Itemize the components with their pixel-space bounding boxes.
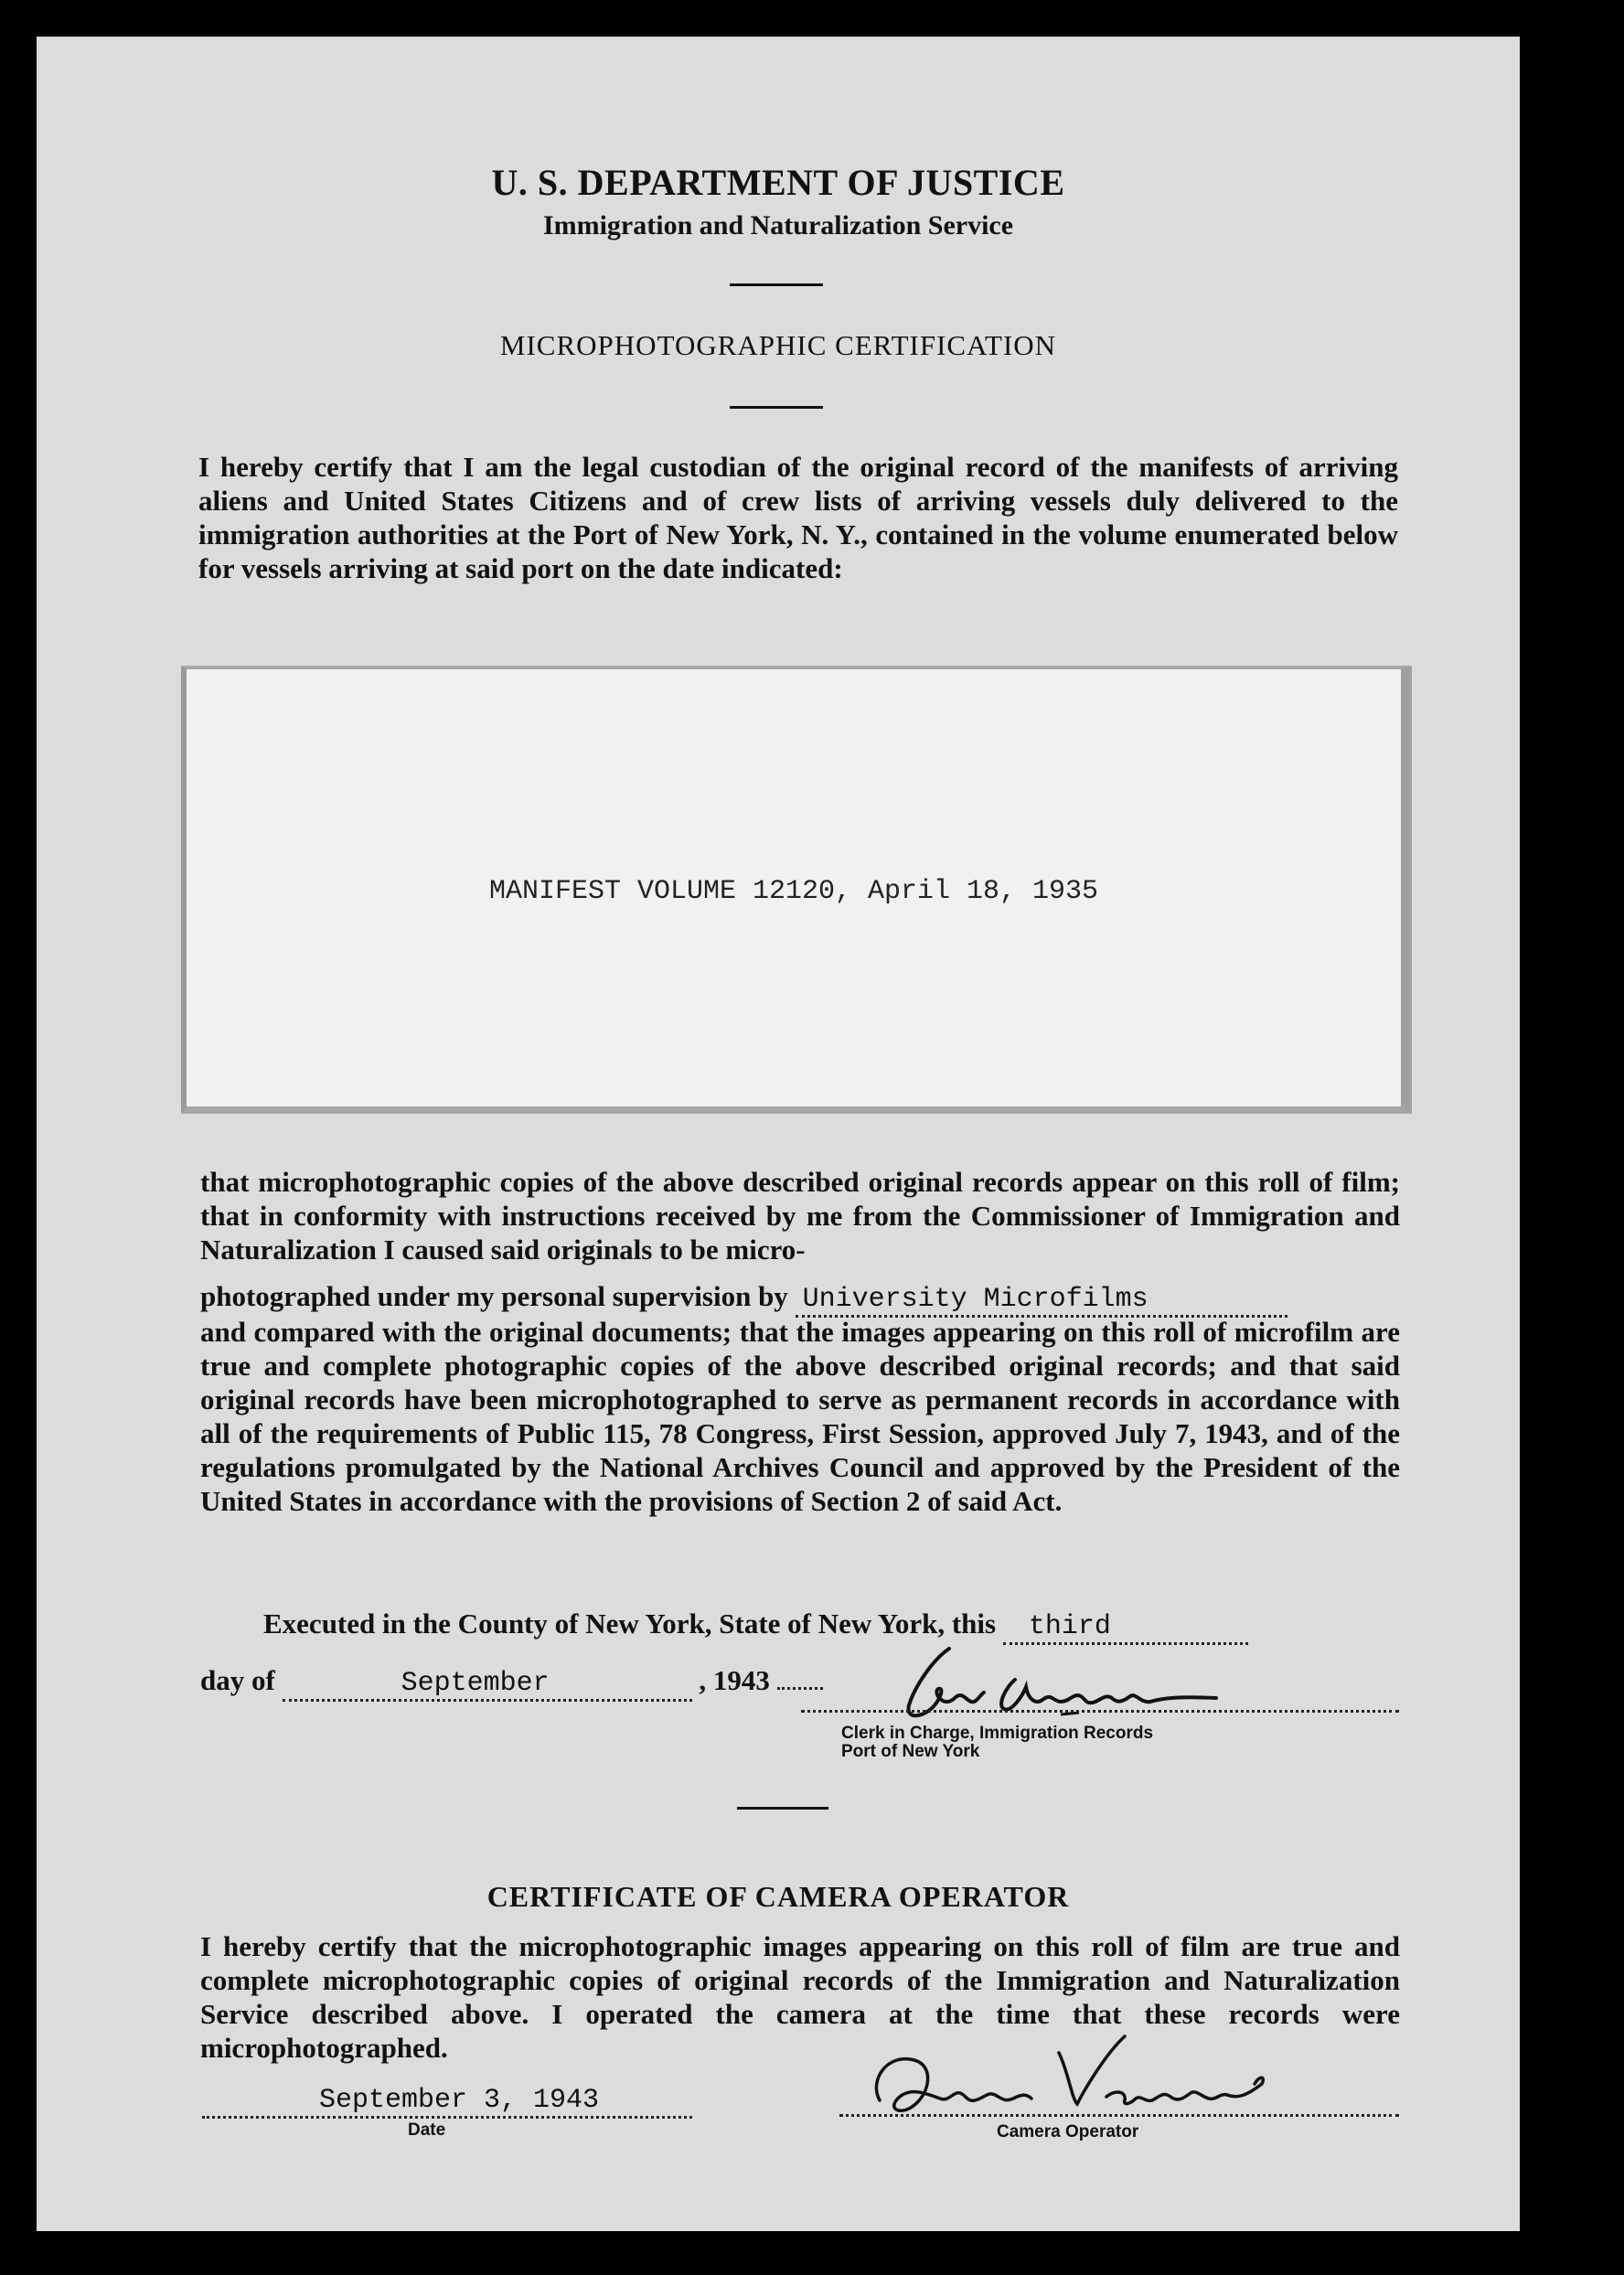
camera-operator-label: Camera Operator [997, 2122, 1139, 2141]
clerk-title [841, 1725, 1153, 1761]
clerk-title-line1: Clerk in Charge, Immigration Records [841, 1724, 1154, 1743]
body-paragraph-start: that microphotographic copies of the above described original records appear on this roll of film; that in conformity with instructions received by me from the Commissioner of Immigration and Naturalization I caused said originals to be micro- [200, 1166, 1400, 1266]
executed-day-value: third [1003, 1611, 1248, 1645]
executed-prefix: Executed in the County of New York, State of New York, this [263, 1607, 997, 1639]
certification-title: MICROPHOTOGRAPHIC CERTIFICATION [499, 329, 1057, 361]
year-value: , 1943 [699, 1664, 770, 1696]
photographed-by-prefix: photographed under my personal supervision by [200, 1280, 788, 1312]
body-paragraph-rest: and compared with the original documents; that the images appearing on this roll of microfilm are true and complete photographic copies of the above described original records; and that said original records have been microphotographed to serve as permanent records in accordance with all of the requirements of Public 115, 78 Congress, First Session, approved July 7, 1943, and of the regulations promulgated by the National Archives Council and approved by the President of the United States in accordance with the provisions of Section 2 of said Act. [200, 1316, 1400, 1517]
operator-signature-line [839, 2114, 1399, 2117]
certificate-date-line [202, 2081, 692, 2119]
clerk-title-line2: Port of New York [841, 1742, 980, 1761]
clerk-signature [878, 1632, 1335, 1733]
record-card [181, 666, 1412, 1114]
year-dots [777, 1687, 823, 1690]
divider [730, 283, 823, 286]
certificate-page [37, 37, 1520, 2231]
operator-signature [832, 2016, 1344, 2135]
certificate-date-label: Date [408, 2120, 446, 2140]
camera-certificate-text: I hereby certify that the microphotographic images appearing on this roll of film are true and complete microphotographic copies of original records of the Immigration and Naturalization Service described above. I operated the camera at the time that these records were microphotographed. [200, 1930, 1400, 2064]
intro-paragraph: I hereby certify that I am the legal custodian of the original record of the manifests of arriving aliens and United States Citizens and of crew lists of arriving vessels duly delivered to the immigration authorities at the Port of New York, N. Y., contained in the volume enumerated below for vessels arriving at said port on the date indicated: [198, 451, 1398, 584]
clerk-signature-line [801, 1710, 1399, 1713]
divider [737, 1807, 828, 1810]
day-of-line [200, 1664, 823, 1702]
department-heading: U. S. DEPARTMENT OF JUSTICE [491, 162, 1065, 203]
divider [730, 406, 823, 409]
camera-certificate-title: CERTIFICATE OF CAMERA OPERATOR [486, 1880, 1070, 1913]
day-of-label: day of [200, 1664, 275, 1696]
photographed-by-line [200, 1280, 1287, 1318]
certificate-date-value: September 3, 1943 [202, 2085, 692, 2119]
photographed-by-value: University Microfilms [796, 1284, 1287, 1318]
service-subheading: Immigration and Naturalization Service [542, 210, 1014, 240]
manifest-volume-text: MANIFEST VOLUME 12120, April 18, 1935 [488, 876, 1099, 907]
month-value: September [283, 1668, 692, 1702]
